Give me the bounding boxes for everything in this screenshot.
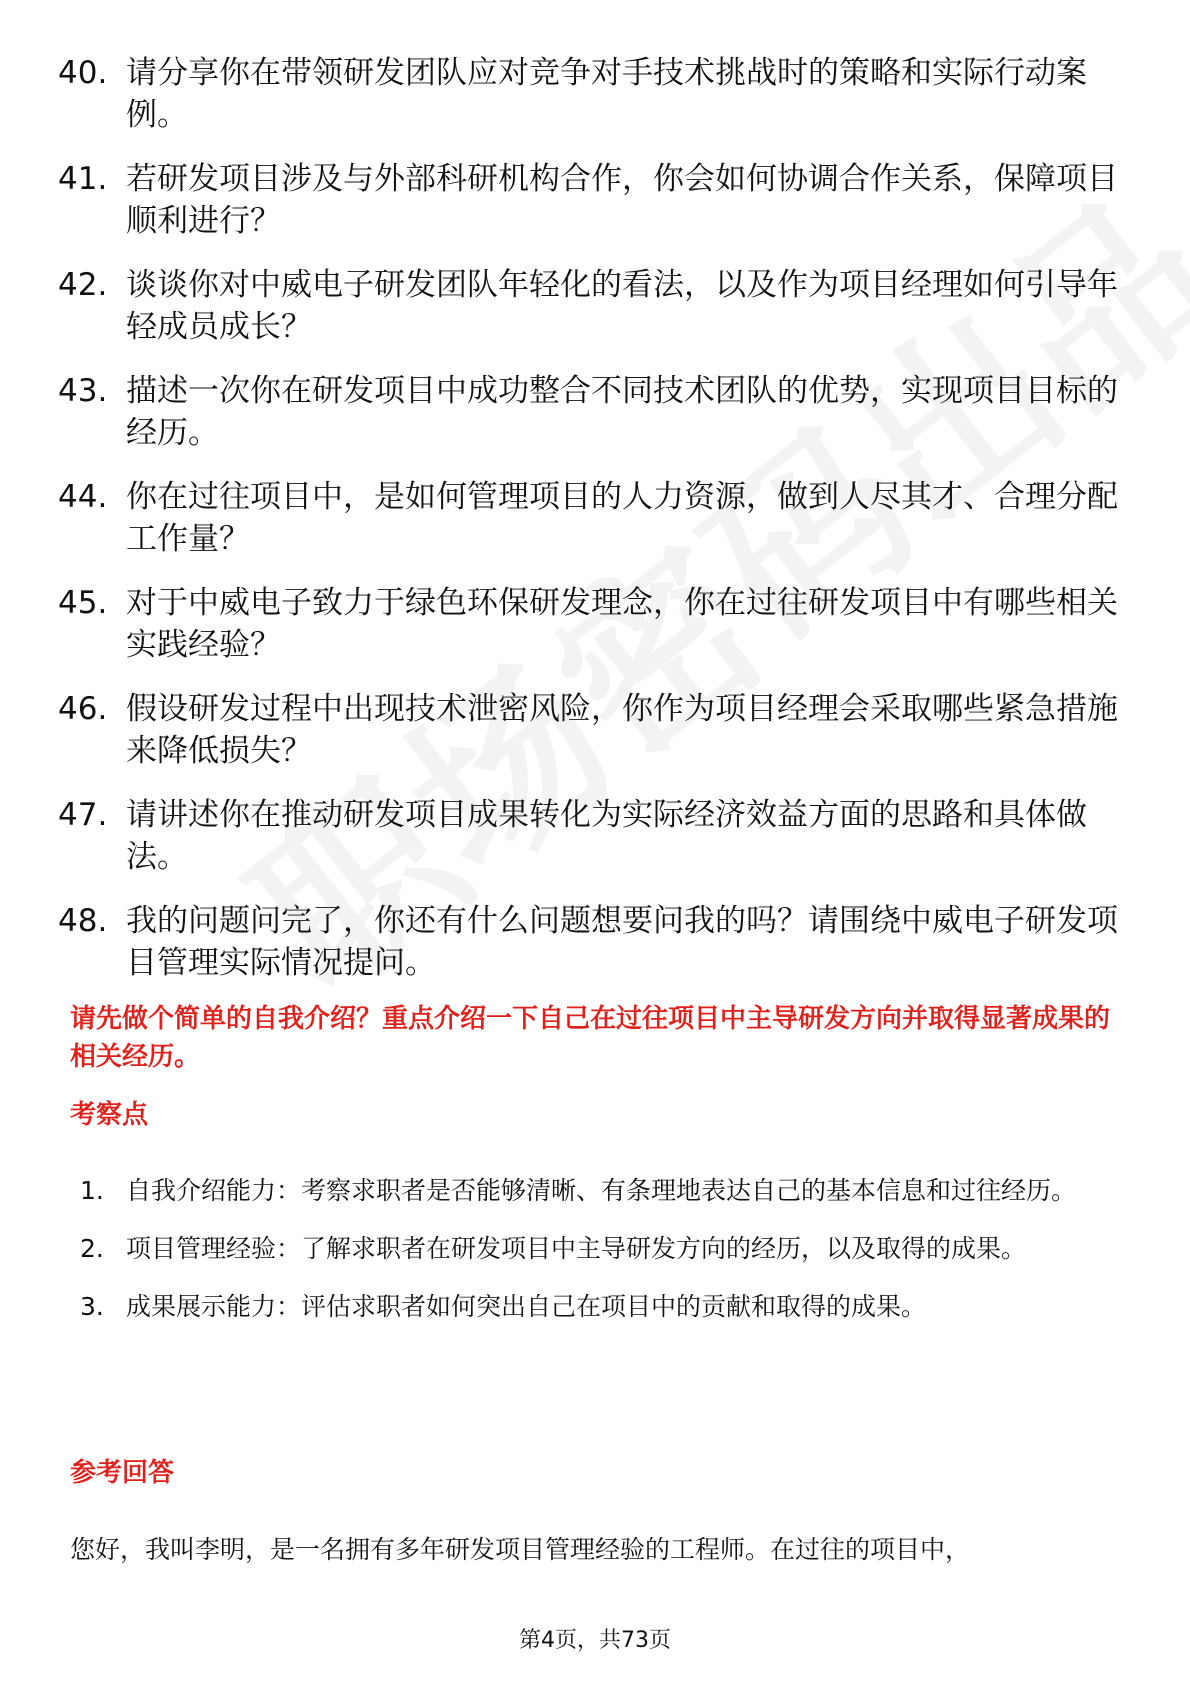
list-item	[58, 794, 1118, 878]
question-number: 44.	[58, 479, 108, 515]
list-item	[58, 688, 1118, 772]
point-text: 自我介绍能力：考察求职者是否能够清晰、有条理地表达自己的基本信息和过往经历。	[126, 1176, 1077, 1205]
question-text: 对于中威电子致力于绿色环保研发理念，你在过往研发项目中有哪些相关实践经验？	[126, 585, 1118, 663]
list-item	[80, 1162, 1120, 1220]
question-number: 48.	[58, 903, 108, 939]
question-number: 45.	[58, 585, 108, 621]
question-number: 46.	[58, 691, 108, 727]
list-item	[80, 1278, 1120, 1336]
page-footer: 第4页，共73页	[519, 1628, 671, 1653]
list-item	[58, 582, 1118, 666]
question-number: 43.	[58, 373, 108, 409]
reference-answer: 您好，我叫李明，是一名拥有多年研发项目管理经验的工程师。在过往的项目中，	[70, 1535, 971, 1564]
point-number: 1.	[80, 1176, 104, 1205]
list-item	[80, 1220, 1120, 1278]
list-item	[58, 264, 1118, 348]
list-item	[58, 52, 1118, 136]
list-item	[58, 476, 1118, 560]
question-number: 40.	[58, 55, 108, 91]
question-text: 若研发项目涉及与外部科研机构合作，你会如何协调合作关系，保障项目顺利进行？	[126, 161, 1118, 239]
point-text: 成果展示能力：评估求职者如何突出自己在项目中的贡献和取得的成果。	[126, 1292, 927, 1321]
question-number: 47.	[58, 797, 108, 833]
question-text: 假设研发过程中出现技术泄密风险，你作为项目经理会采取哪些紧急措施来降低损失？	[126, 691, 1118, 769]
intro-question: 请先做个简单的自我介绍？重点介绍一下自己在过往项目中主导研发方向并取得显著成果的相关经历。	[70, 1004, 1111, 1072]
question-list	[58, 52, 1118, 1006]
reference-title: 参考回答	[70, 1458, 175, 1488]
list-item	[58, 370, 1118, 454]
point-text: 项目管理经验：了解求职者在研发项目中主导研发方向的经历，以及取得的成果。	[126, 1234, 1027, 1263]
question-text: 描述一次你在研发项目中成功整合不同技术团队的优势，实现项目目标的经历。	[126, 373, 1118, 451]
question-number: 42.	[58, 267, 108, 303]
list-item	[58, 900, 1118, 984]
list-item	[58, 158, 1118, 242]
question-number: 41.	[58, 161, 108, 197]
point-number: 2.	[80, 1234, 104, 1263]
assessment-title: 考察点	[70, 1100, 149, 1130]
point-number: 3.	[80, 1292, 104, 1321]
question-text: 谈谈你对中威电子研发团队年轻化的看法，以及作为项目经理如何引导年轻成员成长？	[126, 267, 1118, 345]
question-text: 请讲述你在推动研发项目成果转化为实际经济效益方面的思路和具体做法。	[126, 797, 1087, 875]
assessment-list	[80, 1162, 1120, 1336]
question-text: 你在过往项目中，是如何管理项目的人力资源，做到人尽其才、合理分配工作量？	[126, 479, 1118, 557]
question-text: 请分享你在带领研发团队应对竞争对手技术挑战时的策略和实际行动案例。	[126, 55, 1087, 133]
question-text: 我的问题问完了，你还有什么问题想要问我的吗？请围绕中威电子研发项目管理实际情况提问。	[126, 903, 1118, 981]
